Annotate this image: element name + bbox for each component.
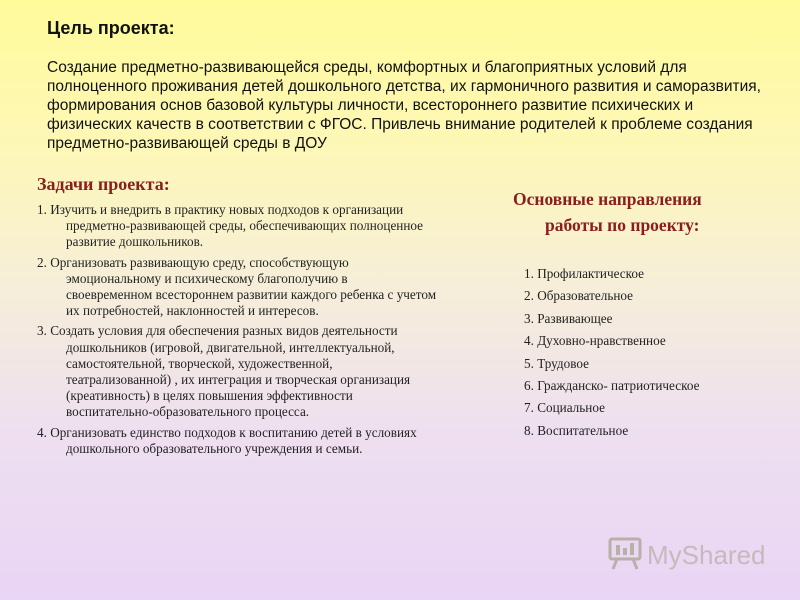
task-item: 1. Изучить и внедрить в практику новых подходов к организации предметно-развивающей среды, обеспечивающих полноценное развитие дошкольников. — [37, 202, 424, 250]
direction-item: 1. Профилактическое — [524, 266, 645, 281]
directions-title — [513, 186, 753, 238]
task-item: 2. Организовать развивающую среду, способствующую эмоциональному и психическому благополучию в своевременном всестороннем развитии каждого ребенка с учетом их потребностей, наклонностей и интересов. — [37, 254, 437, 319]
presentation-board-icon — [607, 535, 643, 576]
goal-text: Создание предметно-развивающейся среды, комфортных и благоприятных условий для полноценного проживания детей дошкольного детства, их гармоничного развития и саморазвития, формирования основ базовой культуры личности, всестороннего развитие психических и физических качеств в соответствии с ФГОС. Привлечь внимание родителей к проблеме создания предметно-развивающей среды в ДОУ — [47, 59, 761, 152]
task-item: 4. Организовать единство подходов к воспитанию детей в условиях дошкольного образовательного учреждения и семьи. — [37, 424, 417, 456]
directions-title-line1: Основные направления — [513, 189, 702, 209]
tasks-list — [37, 202, 437, 461]
direction-item: 2. Образовательное — [524, 288, 634, 304]
direction-item: 8. Воспитательное — [524, 422, 629, 438]
directions-list — [524, 263, 784, 442]
direction-item: 6. Гражданско- патриотическое — [524, 378, 700, 394]
direction-item: 5. Трудовое — [524, 355, 589, 371]
direction-item: 4. Духовно-нравственное — [524, 333, 666, 349]
watermark — [607, 535, 767, 575]
task-item: 3. Создать условия для обеспечения разных видов деятельности дошкольников (игровой, двигательной, интеллектуальной, самостоятельной, творческой, художественной, театрализованной) , их интеграция и творческая организация (креативность) в целях повышения эффективности воспитательно-образовательного процесса. — [37, 323, 411, 420]
tasks-title: Задачи проекта: — [37, 174, 170, 194]
goal-title: Цель проекта: — [47, 18, 175, 38]
direction-item: 3. Развивающее — [524, 310, 613, 326]
direction-item: 7. Социальное — [524, 400, 605, 416]
directions-title-line2: работы по проекту: — [545, 215, 700, 235]
watermark-text: MyShared — [647, 539, 766, 570]
